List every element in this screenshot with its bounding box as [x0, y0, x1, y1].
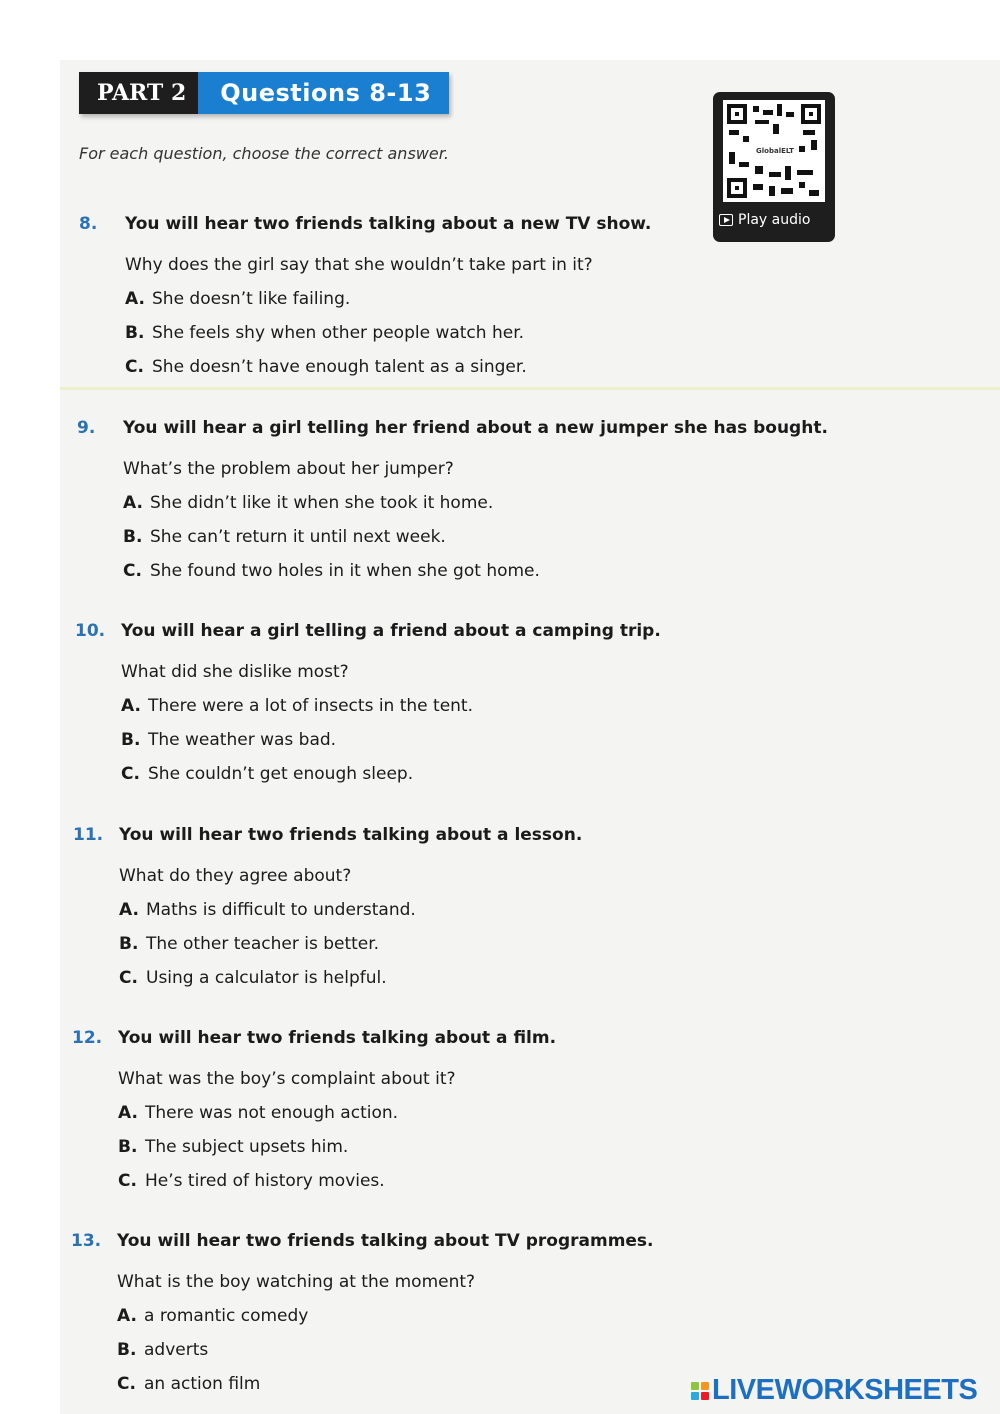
- qr-finder-pattern: [801, 104, 821, 124]
- qr-module: [729, 152, 735, 164]
- answer-option-c[interactable]: [118, 1164, 556, 1198]
- qr-module: [753, 106, 759, 112]
- option-text: She feels shy when other people watch her.: [152, 323, 525, 343]
- option-text: The other teacher is better.: [146, 934, 380, 954]
- question-prompt: Why does the girl say that she wouldn’t take part in it?: [125, 255, 593, 275]
- option-letter: C.: [119, 968, 138, 988]
- option-letter: A.: [118, 1103, 138, 1123]
- liveworksheets-icon: [691, 1382, 709, 1400]
- qr-module: [785, 166, 791, 180]
- qr-module: [799, 146, 805, 152]
- option-text: She doesn’t like failing.: [152, 289, 351, 309]
- option-letter: A.: [117, 1306, 137, 1326]
- option-letter: B.: [118, 1137, 138, 1157]
- question-item: [71, 1231, 654, 1401]
- qr-finder-pattern: [727, 178, 747, 198]
- question-item: [73, 825, 582, 995]
- qr-module: [797, 170, 813, 175]
- question-number: 8.: [79, 214, 98, 234]
- question-prompt: What’s the problem about her jumper?: [123, 459, 454, 479]
- qr-module: [763, 110, 773, 115]
- option-text: The weather was bad.: [148, 730, 337, 750]
- option-text: an action film: [144, 1374, 261, 1394]
- answer-option-a[interactable]: [125, 282, 651, 316]
- question-number: 11.: [73, 825, 104, 845]
- question-title: You will hear a girl telling a friend about a camping trip.: [121, 621, 661, 641]
- answer-option-b[interactable]: [123, 520, 828, 554]
- audio-qr-card[interactable]: [713, 92, 835, 242]
- answer-option-b[interactable]: [125, 316, 651, 350]
- qr-module: [773, 124, 779, 134]
- question-prompt: What did she dislike most?: [121, 662, 349, 682]
- question-number: 10.: [75, 621, 106, 641]
- answer-option-a[interactable]: [121, 689, 661, 723]
- answer-option-b[interactable]: [121, 723, 661, 757]
- answer-option-c[interactable]: [121, 757, 661, 791]
- qr-module: [729, 130, 739, 135]
- section-divider: [60, 387, 1000, 390]
- question-number: 13.: [71, 1231, 102, 1251]
- answer-option-c[interactable]: [117, 1367, 654, 1401]
- qr-finder-pattern: [727, 104, 747, 124]
- question-prompt: What is the boy watching at the moment?: [117, 1272, 476, 1292]
- logo-square: [691, 1392, 699, 1400]
- option-letter: A.: [125, 289, 145, 309]
- qr-module: [743, 136, 749, 142]
- answer-option-a[interactable]: [117, 1299, 654, 1333]
- qr-code: [723, 100, 825, 202]
- option-letter: C.: [125, 357, 144, 377]
- option-letter: C.: [118, 1171, 137, 1191]
- option-text: Maths is difficult to understand.: [146, 900, 416, 920]
- option-text: She didn’t like it when she took it home.: [150, 493, 494, 513]
- answer-option-c[interactable]: [125, 350, 651, 384]
- option-letter: C.: [121, 764, 140, 784]
- qr-module: [781, 188, 793, 194]
- option-letter: B.: [121, 730, 141, 750]
- qr-module: [753, 184, 763, 190]
- option-text: She couldn’t get enough sleep.: [148, 764, 414, 784]
- question-title: You will hear a girl telling her friend about a new jumper she has bought.: [123, 418, 828, 438]
- answer-option-b[interactable]: [118, 1130, 556, 1164]
- qr-module: [777, 104, 782, 116]
- logo-square: [691, 1382, 699, 1390]
- option-text: She found two holes in it when she got home.: [150, 561, 540, 581]
- option-text: There were a lot of insects in the tent.: [148, 696, 474, 716]
- option-text: Using a calculator is helpful.: [146, 968, 387, 988]
- option-letter: B.: [119, 934, 139, 954]
- option-letter: C.: [123, 561, 142, 581]
- qr-module: [786, 112, 794, 117]
- question-number: 12.: [72, 1028, 103, 1048]
- part-label: PART 2: [79, 72, 198, 114]
- qr-module: [803, 130, 815, 135]
- option-letter: C.: [117, 1374, 136, 1394]
- section-header: [79, 72, 449, 114]
- question-title: You will hear two friends talking about a lesson.: [119, 825, 583, 845]
- qr-module: [811, 140, 817, 150]
- option-letter: A.: [121, 696, 141, 716]
- question-item: [75, 621, 661, 791]
- option-letter: B.: [123, 527, 143, 547]
- question-title: You will hear two friends talking about a film.: [118, 1028, 557, 1048]
- answer-option-c[interactable]: [119, 961, 582, 995]
- question-prompt: What was the boy’s complaint about it?: [118, 1069, 456, 1089]
- option-text: She can’t return it until next week.: [150, 527, 446, 547]
- play-audio-label: Play audio: [738, 212, 811, 228]
- option-text: a romantic comedy: [144, 1306, 309, 1326]
- qr-module: [809, 190, 819, 196]
- option-text: There was not enough action.: [145, 1103, 399, 1123]
- answer-option-a[interactable]: [118, 1096, 556, 1130]
- qr-module: [739, 162, 749, 167]
- question-item: [77, 418, 828, 588]
- question-item: [72, 1028, 556, 1198]
- liveworksheets-logo[interactable]: [691, 1374, 977, 1407]
- answer-option-b[interactable]: [119, 927, 582, 961]
- qr-module: [755, 120, 769, 124]
- answer-option-b[interactable]: [117, 1333, 654, 1367]
- qr-brand-logo: GlobalELT: [754, 144, 796, 158]
- option-letter: B.: [117, 1340, 137, 1360]
- questions-range-label: Questions 8-13: [198, 72, 449, 114]
- play-icon: [719, 214, 733, 226]
- option-text: She doesn’t have enough talent as a singer.: [152, 357, 527, 377]
- answer-option-c[interactable]: [123, 554, 828, 588]
- qr-module: [799, 182, 805, 188]
- answer-option-a[interactable]: [119, 893, 582, 927]
- logo-square: [701, 1382, 709, 1390]
- play-audio-button[interactable]: [719, 212, 810, 228]
- instruction-text: For each question, choose the correct answer.: [79, 144, 449, 163]
- option-text: The subject upsets him.: [145, 1137, 349, 1157]
- liveworksheets-wordmark: LIVEWORKSHEETS: [712, 1374, 978, 1406]
- qr-module: [755, 166, 763, 174]
- option-letter: B.: [125, 323, 145, 343]
- answer-option-a[interactable]: [123, 486, 828, 520]
- question-title: You will hear two friends talking about a new TV show.: [125, 214, 652, 234]
- option-text: He’s tired of history movies.: [145, 1171, 385, 1191]
- option-text: adverts: [144, 1340, 209, 1360]
- option-letter: A.: [123, 493, 143, 513]
- question-title: You will hear two friends talking about TV programmes.: [117, 1231, 654, 1251]
- question-item: [79, 214, 651, 384]
- qr-module: [769, 186, 775, 196]
- logo-square: [701, 1392, 709, 1400]
- option-letter: A.: [119, 900, 139, 920]
- qr-module: [769, 172, 781, 177]
- question-number: 9.: [77, 418, 96, 438]
- question-prompt: What do they agree about?: [119, 866, 352, 886]
